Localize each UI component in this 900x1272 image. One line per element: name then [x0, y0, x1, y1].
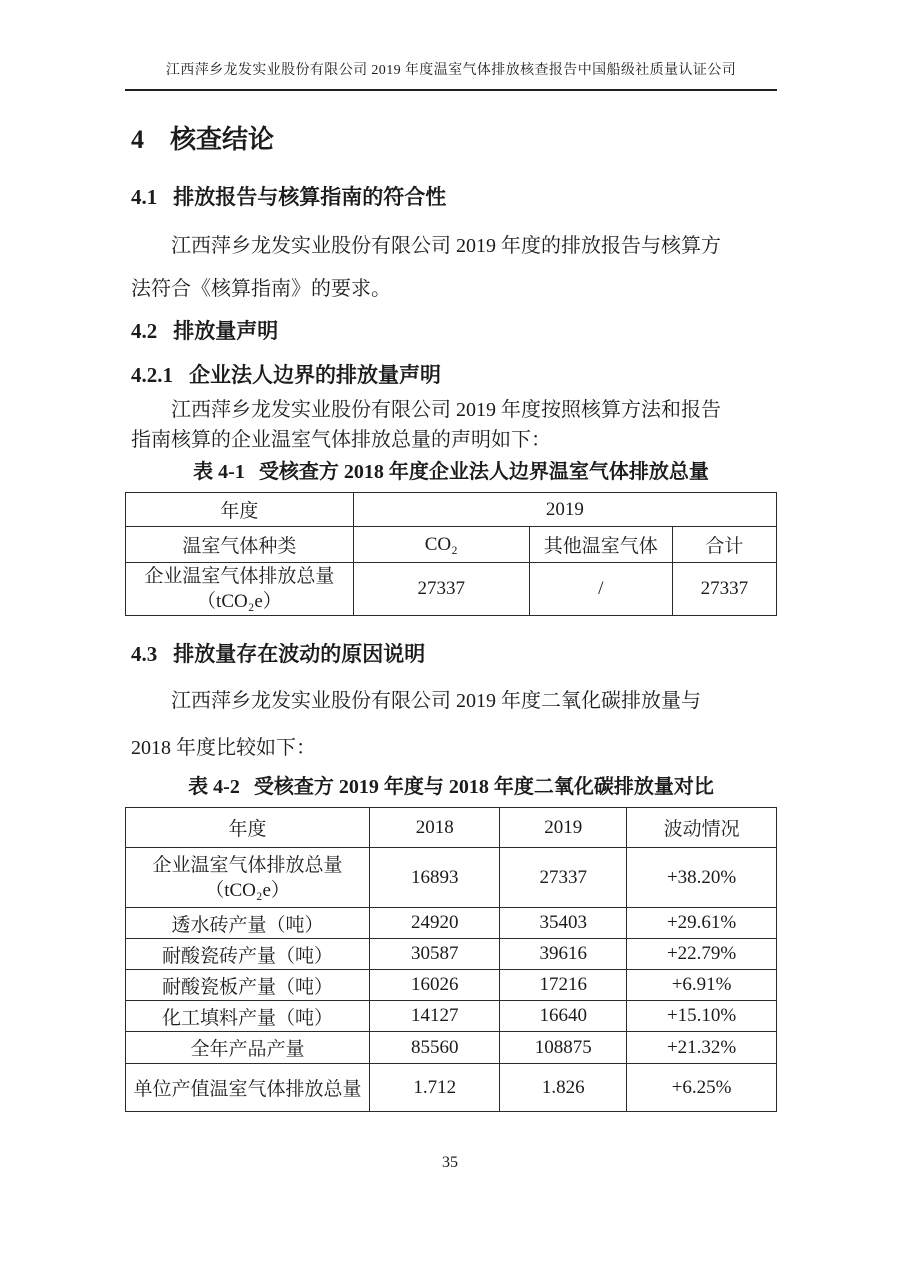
value-2018-cell: 16893 — [370, 848, 500, 908]
paragraph-line: 2018 年度比较如下： — [131, 737, 316, 759]
value-2019-cell: 35403 — [500, 908, 627, 939]
table-row — [126, 970, 777, 1001]
value-2018-cell: 85560 — [370, 1032, 500, 1064]
value-2018-cell: 16026 — [370, 970, 500, 1001]
section-4-2-heading — [131, 317, 777, 345]
table-4-1-caption-title: 受核查方 2018 年度企业法人边界温室气体排放总量 — [258, 461, 709, 483]
paragraph-line: 法符合《核算指南》的要求。 — [131, 278, 391, 300]
change-value-cell: +6.25% — [627, 1064, 777, 1112]
change-value-cell: +38.20% — [627, 848, 777, 908]
section-4-1-title: 排放报告与核算指南的符合性 — [173, 185, 447, 209]
section-4-2-1-heading — [131, 361, 777, 389]
row-label-line1: 企业温室气体排放总量 — [152, 854, 343, 876]
other-gas-value-cell: / — [529, 563, 672, 616]
page-header — [125, 62, 777, 91]
value-2019-cell: 39616 — [500, 939, 627, 970]
header-title: 江西萍乡龙发实业股份有限公司 2019 年度温室气体排放核查报告中国船级社质量认证公司 — [165, 63, 737, 78]
table-row — [126, 848, 777, 908]
section-4-1-number: 4.1 — [131, 185, 158, 209]
change-value-cell: +15.10% — [627, 1001, 777, 1032]
table-4-2-caption-label: 表 4-2 — [188, 776, 240, 798]
table-4-2-caption — [125, 774, 777, 801]
row-label-cell: 化工填料产量（吨） — [126, 1001, 370, 1032]
paragraph-4-3 — [131, 678, 777, 772]
row-label-cell: 全年产品产量 — [126, 1032, 370, 1064]
year-label-cell: 年度 — [126, 808, 370, 848]
paragraph-line: 江西萍乡龙发实业股份有限公司 2019 年度按照核算方法和报告 — [171, 399, 721, 421]
table-row — [126, 493, 777, 527]
row-label-cell: 透水砖产量（吨） — [126, 908, 370, 939]
section-4-1-heading — [131, 183, 777, 211]
page-number: 35 — [442, 1154, 458, 1171]
emission-total-label-line2: （tCO₂e） — [197, 591, 282, 612]
paragraph-line: 江西萍乡龙发实业股份有限公司 2019 年度二氧化碳排放量与 — [171, 690, 701, 712]
emission-total-label-line1: 企业温室气体排放总量 — [144, 566, 335, 587]
table-4-2-caption-title: 受核查方 2019 年度与 2018 年度二氧化碳排放量对比 — [253, 776, 714, 798]
section-4-2-number: 4.2 — [131, 319, 158, 343]
row-label-cell: 耐酸瓷板产量（吨） — [126, 970, 370, 1001]
change-value-cell: +21.32% — [627, 1032, 777, 1064]
year-value-cell: 2019 — [353, 493, 776, 527]
emission-total-label-cell — [126, 563, 354, 616]
table-4-1-caption — [125, 459, 777, 486]
value-2019-cell: 27337 — [500, 848, 627, 908]
table-header-row — [126, 808, 777, 848]
value-2019-cell: 16640 — [500, 1001, 627, 1032]
table-row — [126, 1001, 777, 1032]
co2-value-cell: 27337 — [353, 563, 529, 616]
value-2018-cell: 1.712 — [370, 1064, 500, 1112]
section-4-3-heading — [131, 640, 777, 668]
change-value-cell: +6.91% — [627, 970, 777, 1001]
paragraph-4-2-1 — [131, 395, 777, 455]
row-label-cell: 耐酸瓷砖产量（吨） — [126, 939, 370, 970]
table-row — [126, 908, 777, 939]
section-4-3-number: 4.3 — [131, 642, 158, 666]
section-4-title: 核查结论 — [170, 125, 275, 154]
section-4-2-1-title: 企业法人边界的排放量声明 — [189, 363, 441, 387]
value-2018-cell: 24920 — [370, 908, 500, 939]
section-4-heading — [131, 123, 777, 157]
value-2018-cell: 30587 — [370, 939, 500, 970]
year-2019-header-cell: 2019 — [500, 808, 627, 848]
row-label-cell — [126, 848, 370, 908]
paragraph-line: 指南核算的企业温室气体排放总量的声明如下： — [131, 429, 551, 451]
value-2018-cell: 14127 — [370, 1001, 500, 1032]
change-header-cell: 波动情况 — [627, 808, 777, 848]
section-4-2-title: 排放量声明 — [173, 319, 279, 343]
year-label-cell: 年度 — [126, 493, 354, 527]
value-2019-cell: 108875 — [500, 1032, 627, 1064]
table-row — [126, 939, 777, 970]
total-value-cell: 27337 — [672, 563, 776, 616]
change-value-cell: +22.79% — [627, 939, 777, 970]
paragraph-4-1 — [131, 225, 777, 311]
table-row — [126, 563, 777, 616]
total-column-header-cell: 合计 — [672, 527, 776, 563]
year-2018-header-cell: 2018 — [370, 808, 500, 848]
section-4-number: 4 — [131, 125, 144, 154]
table-4-2 — [125, 807, 777, 1112]
row-label-cell: 单位产值温室气体排放总量 — [126, 1064, 370, 1112]
value-2019-cell: 1.826 — [500, 1064, 627, 1112]
value-2019-cell: 17216 — [500, 970, 627, 1001]
paragraph-line: 江西萍乡龙发实业股份有限公司 2019 年度的排放报告与核算方 — [171, 235, 721, 257]
table-row — [126, 527, 777, 563]
table-4-1 — [125, 492, 777, 616]
row-label-line2: （tCO₂e） — [205, 879, 290, 901]
change-value-cell: +29.61% — [627, 908, 777, 939]
section-4-3-title: 排放量存在波动的原因说明 — [173, 642, 426, 666]
table-row — [126, 1032, 777, 1064]
other-gas-column-header-cell: 其他温室气体 — [529, 527, 672, 563]
section-4-2-1-number: 4.2.1 — [131, 363, 173, 387]
gas-type-label-cell: 温室气体种类 — [126, 527, 354, 563]
table-row — [126, 1064, 777, 1112]
table-4-1-caption-label: 表 4-1 — [193, 461, 245, 483]
co2-column-header-cell: CO₂ — [353, 527, 529, 563]
